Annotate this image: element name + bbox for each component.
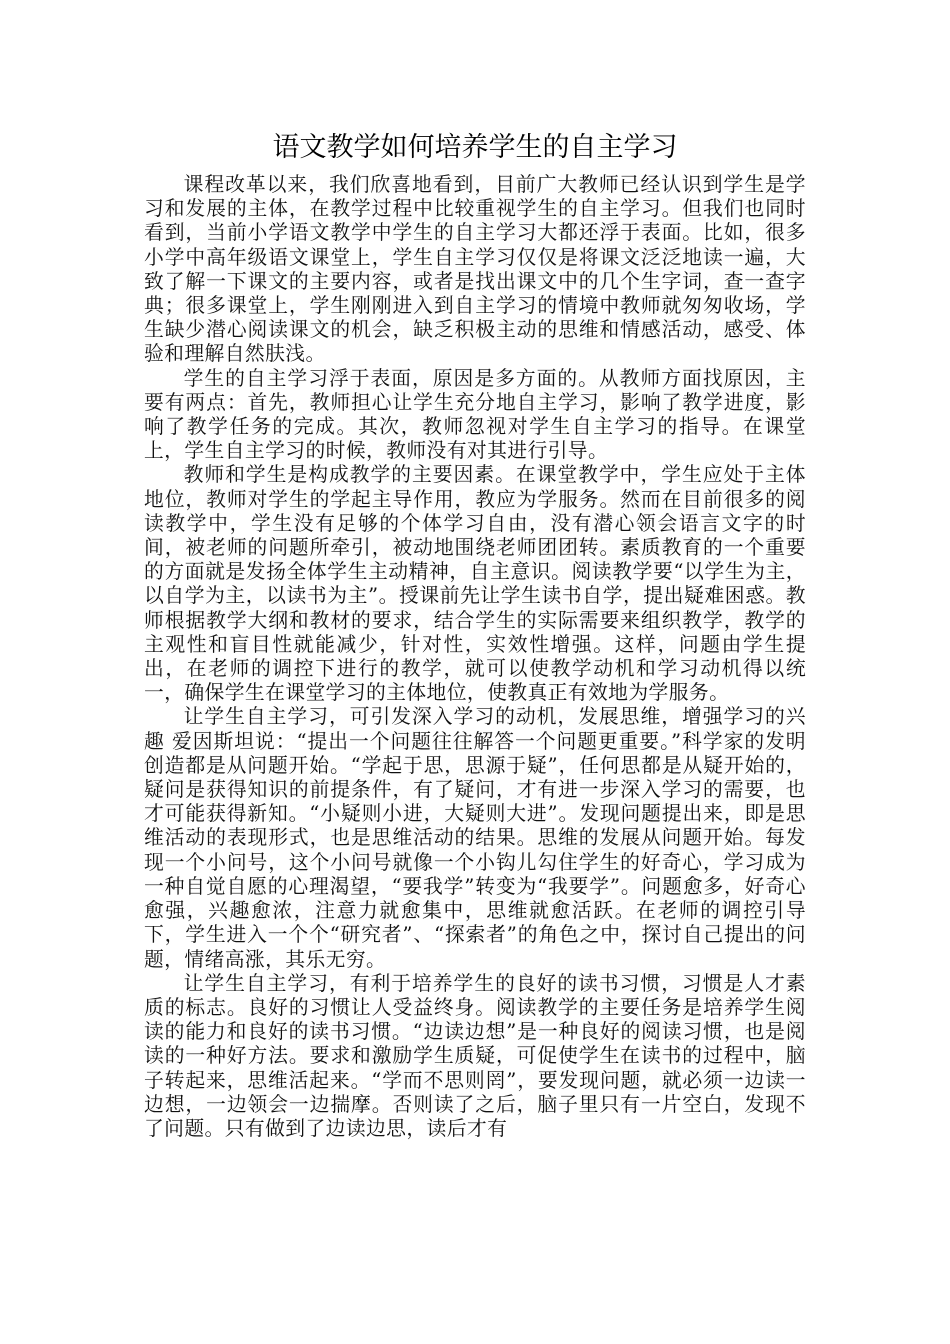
document-body bbox=[144, 173, 806, 1141]
paragraph: 教师和学生是构成教学的主要因素。在课堂教学中，学生应处于主体地位，教师对学生的学起主导作用，教应为学服务。然而在目前很多的阅读教学中，学生没有足够的个体学习自由，没有潜心领会语言文字的时间，被老师的问题所牵引，被动地围绕老师团团转。素质教育的一个重要的方面就是发扬全体学生主动精神，自主意识。阅读教学要“以学生为主，以自学为主，以读书为主”。授课前先让学生读书自学，提出疑难困惑。教师根据教学大纲和教材的要求，结合学生的实际需要来组织教学，教学的主观性和盲目性就能减少，针对性，实效性增强。这样，问题由学生提出，在老师的调控下进行的教学，就可以使教学动机和学习动机得以统一，确保学生在课堂学习的主体地位，使教真正有效地为学服务。 bbox=[144, 463, 806, 705]
paragraph: 让学生自主学习，可引发深入学习的动机，发展思维，增强学习的兴趣 爱因斯坦说：“提出一个问题往往解答一个问题更重要。”科学家的发明创造都是从问题开始。“学起于思，思源于疑”，任何思都是从疑开始的，疑问是获得知识的前提条件，有了疑问，才有进一步深入学习的需要，也才可能获得新知。“小疑则小进，大疑则大进”。发现问题提出来，即是思维活动的表现形式，也是思维活动的结果。思维的发展从问题开始。每发现一个小问号，这个小问号就像一个小钩儿勾住学生的好奇心，学习成为一种自觉自愿的心理渴望，“要我学”转变为“我要学”。问题愈多，好奇心愈强，兴趣愈浓，注意力就愈集中，思维就愈活跃。在老师的调控引导下，学生进入一个个“研究者”、“探索者”的角色之中，探讨自己提出的问题，情绪高涨，其乐无穷。 bbox=[144, 705, 806, 971]
paragraph: 课程改革以来，我们欣喜地看到，目前广大教师已经认识到学生是学习和发展的主体，在教学过程中比较重视学生的自主学习。但我们也同时看到，当前小学语文教学中学生的自主学习大都还浮于表面。比如，很多小学中高年级语文课堂上，学生自主学习仅仅是将课文泛泛地读一遍，大致了解一下课文的主要内容，或者是找出课文中的几个生字词，查一查字典；很多课堂上，学生刚刚进入到自主学习的情境中教师就匆匆收场，学生缺少潜心阅读课文的机会，缺乏积极主动的思维和情感活动，感受、体验和理解自然肤浅。 bbox=[144, 173, 806, 366]
document-title: 语文教学如何培养学生的自主学习 bbox=[272, 132, 678, 163]
paragraph: 让学生自主学习，有利于培养学生的良好的读书习惯，习惯是人才素质的标志。良好的习惯让人受益终身。阅读教学的主要任务是培养学生阅读的能力和良好的读书习惯。“边读边想”是一种良好的阅读习惯，也是阅读的一种好方法。要求和激励学生质疑，可促使学生在读书的过程中，脑子转起来，思维活起来。“学而不思则罔”，要发现问题，就必须一边读一边想，一边领会一边揣摩。否则读了之后，脑子里只有一片空白，发现不了问题。只有做到了边读边思，读后才有 bbox=[144, 971, 806, 1140]
paragraph: 学生的自主学习浮于表面，原因是多方面的。从教师方面找原因，主要有两点：首先，教师担心让学生充分地自主学习，影响了教学进度，影响了教学任务的完成。其次，教师忽视对学生自主学习的指导。在课堂上，学生自主学习的时候，教师没有对其进行引导。 bbox=[144, 366, 806, 463]
